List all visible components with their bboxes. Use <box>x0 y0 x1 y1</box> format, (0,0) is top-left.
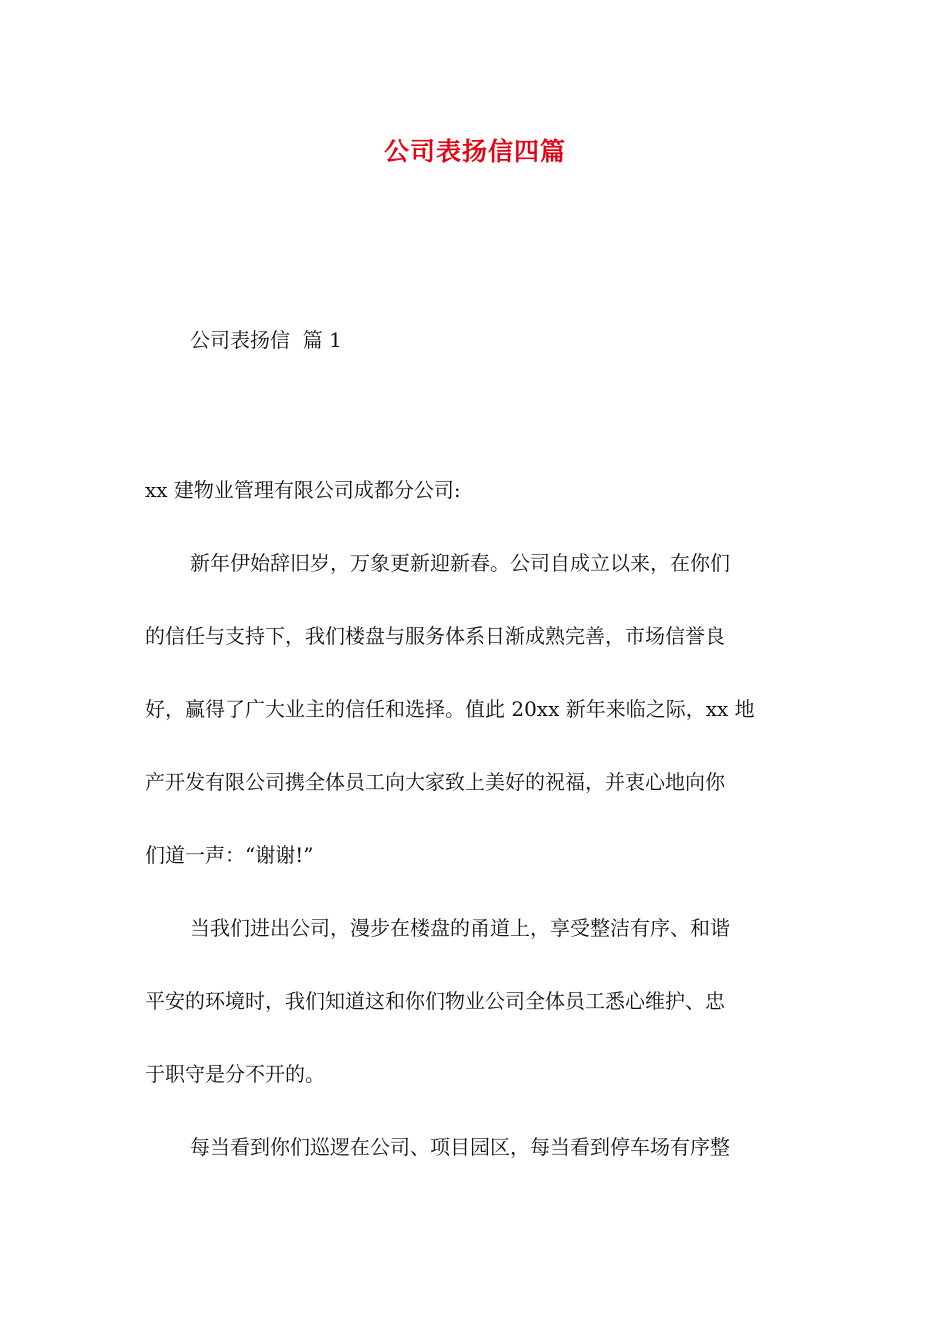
paragraph-1 <box>145 545 807 874</box>
paragraph-line: 于职守是分不开的。 <box>145 1062 325 1086</box>
section-heading: 公司表扬信 篇 1 <box>190 328 342 352</box>
salutation: xx 建物业管理有限公司成都分公司: <box>145 478 461 502</box>
paragraph-line: 们道一声：“谢谢!” <box>145 843 314 867</box>
paragraph-line: 好，赢得了广大业主的信任和选择。值此 20xx 新年来临之际，xx 地 <box>145 697 755 721</box>
paragraph-3 <box>145 1129 807 1166</box>
paragraph-line: 的信任与支持下，我们楼盘与服务体系日渐成熟完善，市场信誉良 <box>145 624 725 648</box>
document-title: 公司表扬信四篇 <box>383 137 566 166</box>
paragraph-line: 每当看到你们巡逻在公司、项目园区，每当看到停车场有序整 <box>190 1135 730 1159</box>
paragraph-line: 平安的环境时，我们知道这和你们物业公司全体员工悉心维护、忠 <box>145 989 725 1013</box>
paragraph-line: 产开发有限公司携全体员工向大家致上美好的祝福，并衷心地向你 <box>145 770 725 794</box>
paragraph-line: 当我们进出公司，漫步在楼盘的甬道上，享受整洁有序、和谐 <box>190 916 730 940</box>
paragraph-2 <box>145 910 807 1093</box>
letter-body <box>145 472 807 1202</box>
paragraph-line: 新年伊始辞旧岁，万象更新迎新春。公司自成立以来，在你们 <box>190 551 730 575</box>
